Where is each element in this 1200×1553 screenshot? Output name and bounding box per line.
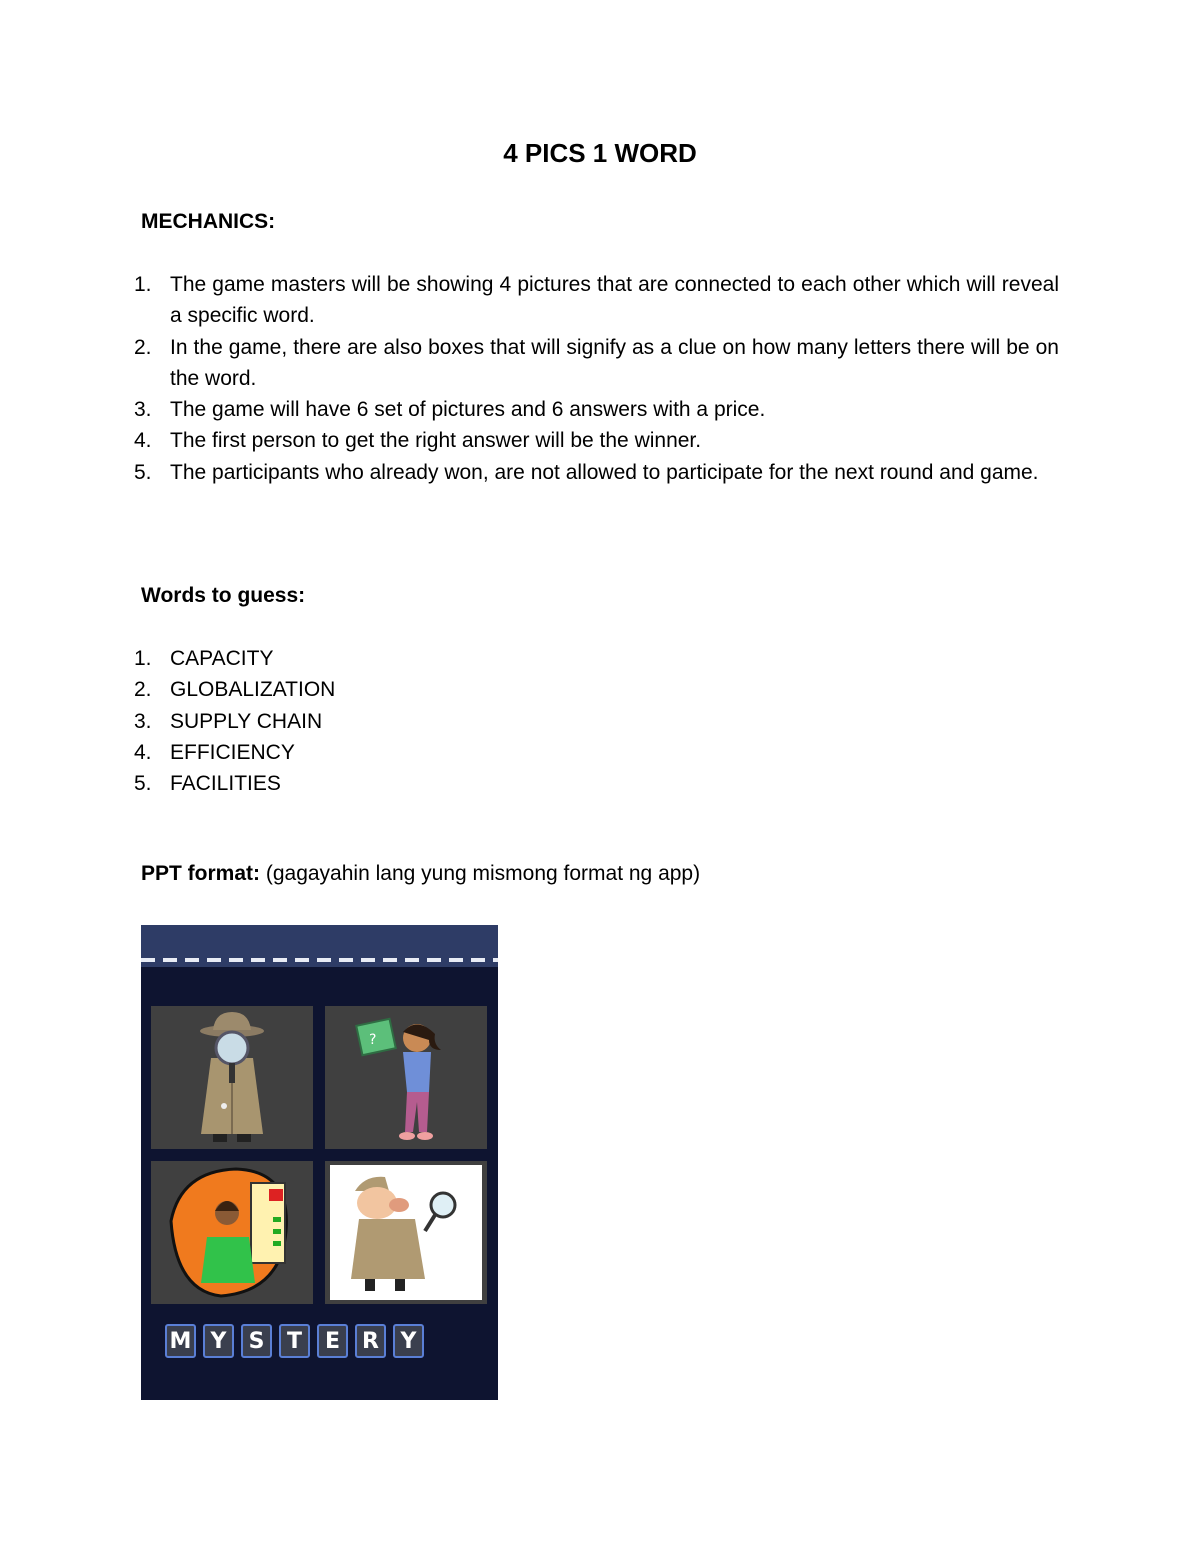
list-number: 4. — [134, 740, 152, 764]
picture-tile-detective — [151, 1006, 313, 1149]
mechanics-heading: MECHANICS: — [141, 210, 276, 233]
list-text: SUPPLY CHAIN — [170, 709, 323, 733]
game-preview — [141, 925, 498, 1400]
list-text: The participants who already won, are not allowed to participate for the next round and game. — [170, 460, 1039, 484]
answer-letter-box: T — [279, 1324, 310, 1358]
picture-tile-cartoon-detective — [325, 1161, 487, 1304]
answer-letter-box: Y — [393, 1324, 424, 1358]
mechanics-list — [134, 269, 1059, 488]
list-number: 3. — [134, 398, 152, 422]
list-number: 5. — [134, 460, 152, 484]
detective-magnifier-icon — [151, 1006, 313, 1149]
list-number: 2. — [134, 678, 152, 702]
words-list — [134, 643, 1059, 799]
list-number: 5. — [134, 772, 152, 796]
list-item — [134, 457, 1059, 488]
list-item — [134, 332, 1059, 395]
list-text: FACILITIES — [170, 772, 281, 796]
list-text: In the game, there are also boxes that will signify as a clue on how many letters there will be on the word. — [170, 335, 1059, 390]
list-item — [134, 643, 1059, 674]
list-number: 4. — [134, 429, 152, 453]
words-heading: Words to guess: — [141, 584, 306, 607]
ppt-format-note: (gagayahin lang yung mismong format ng app) — [260, 862, 701, 885]
answer-letter-box: S — [241, 1324, 272, 1358]
list-text: The game masters will be showing 4 pictures that are connected to each other which will reveal a specific word. — [170, 273, 1059, 328]
answer-letter-box: M — [165, 1324, 196, 1358]
list-number: 1. — [134, 273, 152, 296]
list-item — [134, 425, 1059, 456]
picture-tile-girl-box — [325, 1006, 487, 1149]
list-item — [134, 737, 1059, 768]
cartoon-detective-icon — [325, 1161, 487, 1304]
page-title: 4 PICS 1 WORD — [503, 138, 697, 168]
svg-text:?: ? — [369, 1032, 377, 1048]
ppt-format-line — [141, 862, 700, 886]
list-text: The first person to get the right answer will be the winner. — [170, 429, 702, 453]
list-number: 1. — [134, 647, 152, 670]
answer-letter-box: E — [317, 1324, 348, 1358]
answer-letter-row — [165, 1324, 424, 1358]
answer-letter-box: Y — [203, 1324, 234, 1358]
list-number: 3. — [134, 709, 152, 733]
answer-letter-box: R — [355, 1324, 386, 1358]
list-text: CAPACITY — [170, 647, 274, 670]
list-item — [134, 394, 1059, 425]
list-text: EFFICIENCY — [170, 740, 295, 764]
list-text: The game will have 6 set of pictures and 6 answers with a price. — [170, 398, 766, 422]
picture-tile-woman-checklist — [151, 1161, 313, 1304]
game-dashed-line — [141, 958, 498, 962]
list-item — [134, 674, 1059, 705]
list-text: GLOBALIZATION — [170, 678, 336, 702]
girl-box-icon — [325, 1006, 487, 1149]
list-item — [134, 768, 1059, 799]
list-number: 2. — [134, 335, 152, 359]
woman-checklist-icon — [151, 1161, 313, 1304]
list-item — [134, 269, 1059, 332]
list-item — [134, 706, 1059, 737]
ppt-format-label: PPT format: — [141, 862, 261, 885]
